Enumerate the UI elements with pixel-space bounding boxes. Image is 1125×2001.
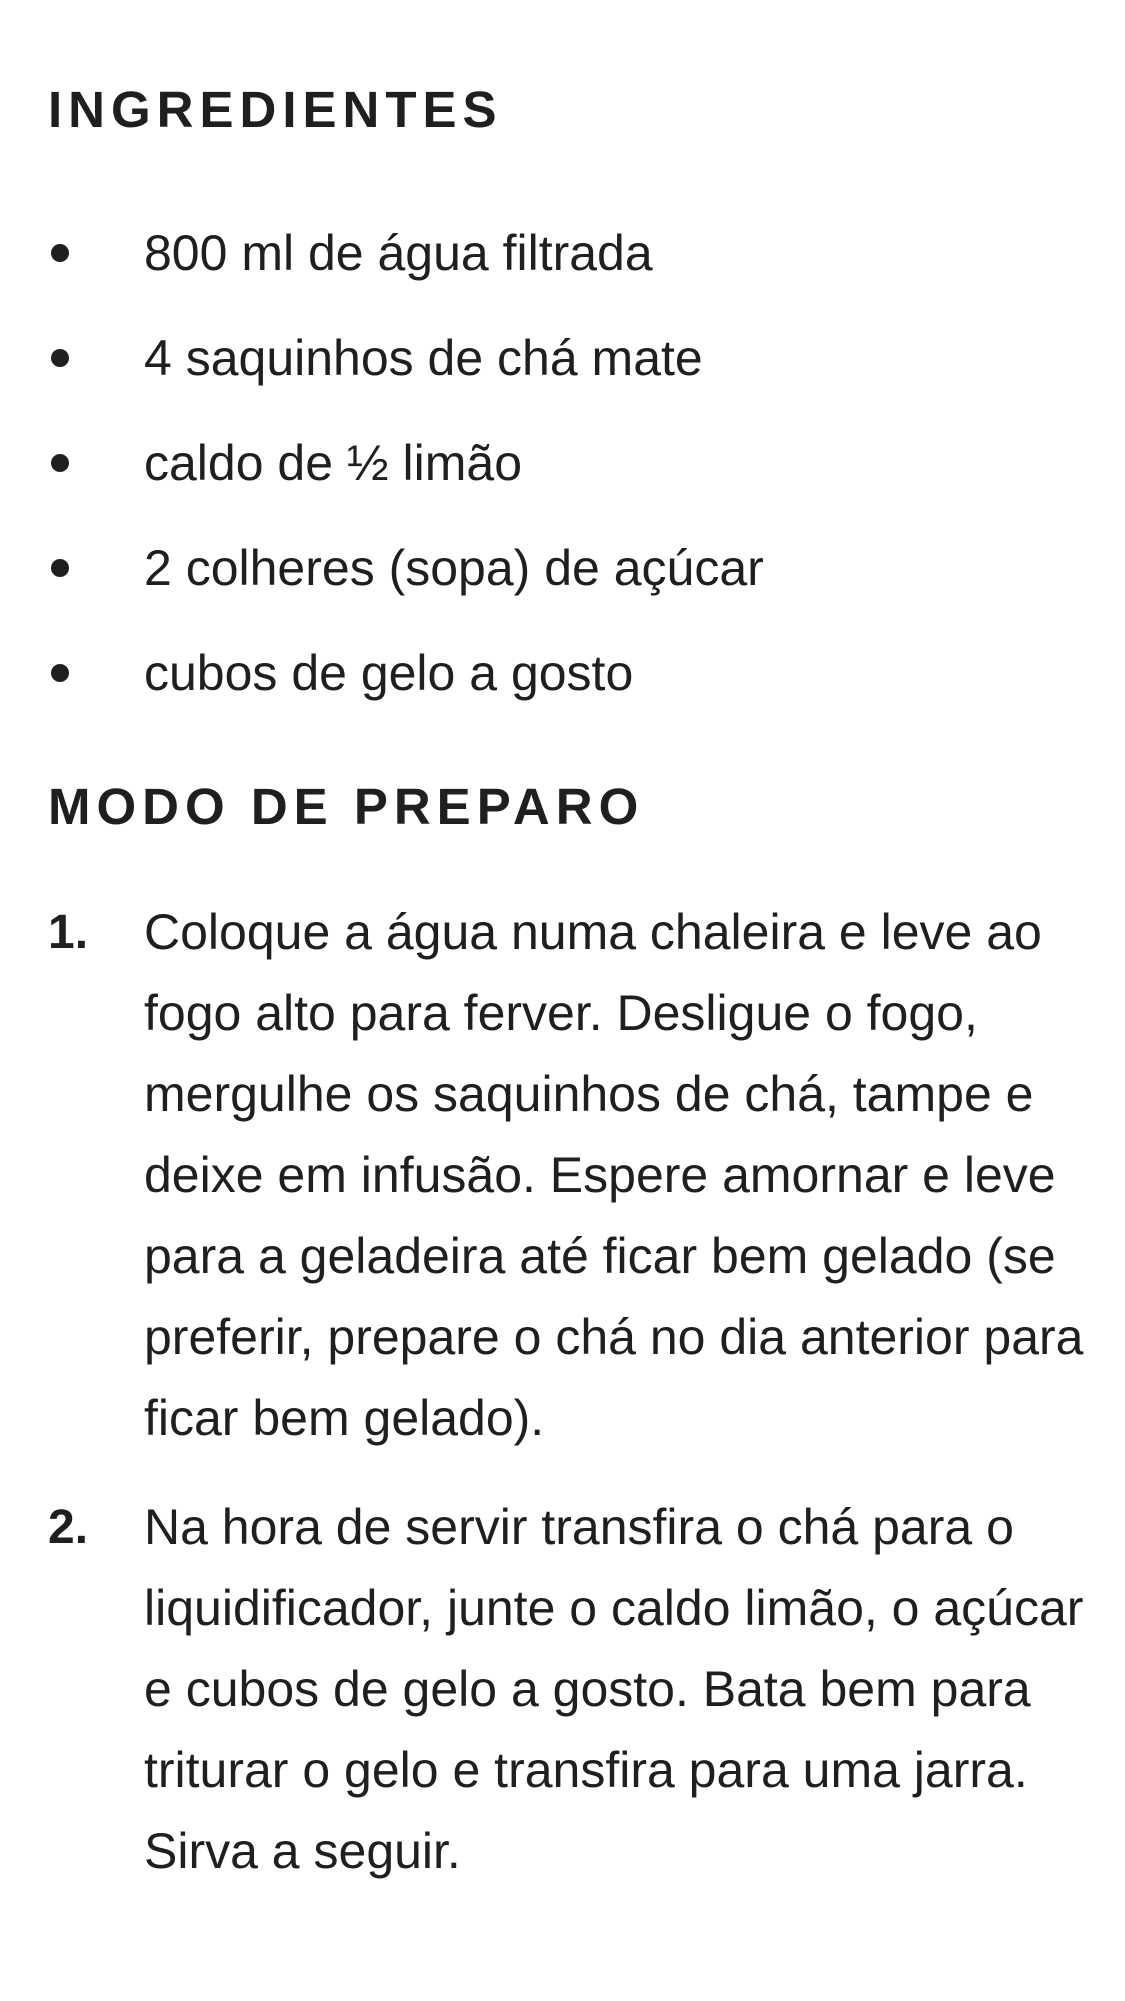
step-number: 2.: [48, 1501, 89, 1554]
ingredient-text: 4 saquinhos de chá mate: [144, 329, 703, 386]
ingredient-text: 800 ml de água filtrada: [144, 224, 653, 281]
ingredient-text: 2 colheres (sopa) de açúcar: [144, 539, 764, 596]
bullet-icon: [48, 454, 144, 472]
bullet-icon: [48, 349, 144, 367]
ingredient-item: [48, 515, 1078, 620]
preparation-heading: MODO DE PREPARO: [48, 778, 645, 835]
step-text: Coloque a água numa chaleira e leve ao fogo alto para ferver. Desligue o fogo, mergulhe os saquinhos de chá, tampe e deixe em infusão. Espere amornar e leve para a geladeira até ficar bem gelado (se preferir, prepare o chá no dia anterior para ficar bem gelado).: [144, 904, 1084, 1446]
ingredient-text: caldo de ½ limão: [144, 434, 523, 491]
ingredient-text: cubos de gelo a gosto: [144, 644, 634, 701]
ingredient-item: [48, 305, 1078, 410]
step-number: 1.: [48, 906, 89, 959]
ingredients-heading: INGREDIENTES: [48, 81, 503, 138]
ingredient-item: [48, 200, 1078, 305]
bullet-icon: [48, 244, 144, 262]
ingredient-item: [48, 620, 1078, 725]
step-text: Na hora de servir transfira o chá para o liquidificador, junte o caldo limão, o açúcar e cubos de gelo a gosto. Bata bem para triturar o gelo e transfira para uma jarra. Sirva a seguir.: [144, 1499, 1084, 1879]
ingredients-list: [48, 200, 1078, 725]
bullet-icon: [48, 664, 144, 682]
ingredient-item: [48, 410, 1078, 515]
preparation-step: [48, 1487, 1088, 1892]
preparation-step: [48, 892, 1088, 1459]
bullet-icon: [48, 559, 144, 577]
preparation-steps: [48, 892, 1088, 1920]
